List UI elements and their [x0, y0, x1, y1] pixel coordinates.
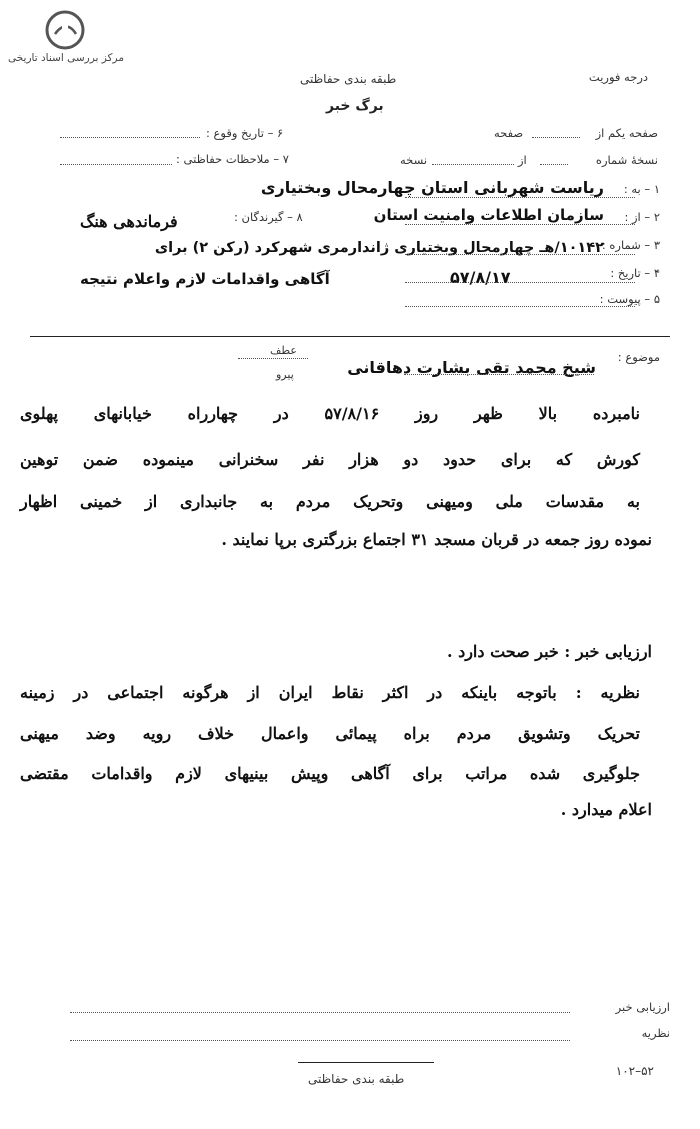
copy-from-label: از	[518, 153, 527, 167]
reference-top-label: عطف	[270, 344, 297, 357]
copy-number-label: نسخهٔ شماره	[595, 153, 658, 167]
footer-rule	[298, 1062, 434, 1063]
page-from-dots	[532, 137, 580, 138]
form-number: ۵۲–۱۰۲	[615, 1064, 654, 1078]
body-line-3: به مقدسات ملی ومیهنی وتحریک مردم به جانبداری از خمینی اظهار	[20, 492, 640, 511]
document-title: برگ خبر	[326, 98, 384, 114]
attachment-dots	[405, 306, 635, 307]
recipients-value: فرماندهی هنگ	[80, 212, 178, 231]
body-line-2: کورش که برای حدود دو هزار نفر سخنرانی مینموده ضمن توهین	[20, 450, 640, 469]
footer-opinion-dots	[70, 1040, 570, 1041]
archive-logo-icon	[40, 8, 90, 54]
from-value: سازمان اطلاعات وامنیت استان	[373, 206, 604, 224]
to-value: ریاست شهربانی استان چهارمحال وبختیاری	[260, 178, 604, 197]
protective-notes-label: ۷ – ملاحظات حفاظتی :	[176, 152, 289, 166]
recipients-label: ۸ – گیرندگان :	[234, 210, 303, 224]
number-value: ۱۰۱۴۲/هـ چهارمحال وبختیاری ژاندارمری شهرکرد (رکن ۲) برای	[154, 240, 604, 256]
opinion-line-4: اعلام میدارد .	[560, 800, 652, 819]
page-from-label: صفحه یکم از	[595, 126, 658, 140]
subject-label: موضوع :	[617, 350, 660, 364]
reference-dots	[238, 358, 308, 359]
from-dots	[405, 224, 635, 225]
copy-unit-label: نسخه	[400, 153, 428, 167]
date-of-event-label: ۶ – تاریخ وقوع :	[206, 126, 284, 140]
date-value: ۵۷/۸/۱۷	[450, 268, 511, 287]
number-label: ۳ – شماره :	[601, 238, 660, 252]
footer-opinion-label: نظریه	[641, 1026, 670, 1040]
page-unit-label: صفحه	[494, 126, 524, 140]
subject-value: شیخ محمد تقی بشارت دهاقانی	[347, 358, 596, 377]
to-label: ۱ – به :	[623, 182, 660, 196]
protective-notes-dots	[60, 164, 172, 165]
archive-logo-text: مرکز بررسی اسناد تاریخی	[8, 52, 124, 64]
opinion-line-1: نظریه : باتوجه باینکه در اکثر نقاط ایران از هرگونه اجتماعی در زمینه	[20, 683, 640, 702]
priority-label: درجه فوریت	[588, 70, 648, 84]
footer-evaluation-dots	[70, 1012, 570, 1013]
date-label: ۴ – تاریخ :	[610, 266, 660, 280]
from-label: ۲ – از :	[624, 210, 660, 224]
number-dots	[405, 254, 635, 255]
classification-top: طبقه بندی حفاظتی	[300, 72, 397, 86]
opinion-line-3: جلوگیری شده مراتب برای آگاهی وپیش بینیهای لازم واقدامات مقتضی	[20, 764, 640, 783]
attachment-label: ۵ – پیوست :	[599, 292, 660, 306]
to-dots	[405, 197, 635, 198]
opinion-line-2: تحریک وتشویق مردم براه پیمائی واعمال خلاف رویه وضد میهنی	[20, 724, 640, 743]
evaluation-line: ارزیابی خبر : خبر صحت دارد .	[446, 642, 652, 661]
date-of-event-dots	[60, 137, 200, 138]
classification-bottom: طبقه بندی حفاظتی	[308, 1072, 405, 1086]
footer-evaluation-label: ارزیابی خبر	[615, 1000, 670, 1014]
date-dots	[405, 282, 635, 283]
copy-from-dots	[432, 164, 514, 165]
recipients-continued: آگاهی واقدامات لازم واعلام نتیجه	[80, 270, 330, 288]
copy-number-dots	[540, 164, 568, 165]
body-line-4: نموده روز جمعه در قربان مسجد ۳۱ اجتماع بزرگتری برپا نمایند .	[221, 530, 652, 549]
subject-dots	[404, 374, 594, 375]
header-separator	[30, 336, 670, 337]
reference-bottom-label: پیرو	[276, 368, 294, 381]
body-line-1: نامبرده بالا ظهر روز ۵۷/۸/۱۶ در چهارراه خیابانهای پهلوی	[20, 404, 640, 423]
